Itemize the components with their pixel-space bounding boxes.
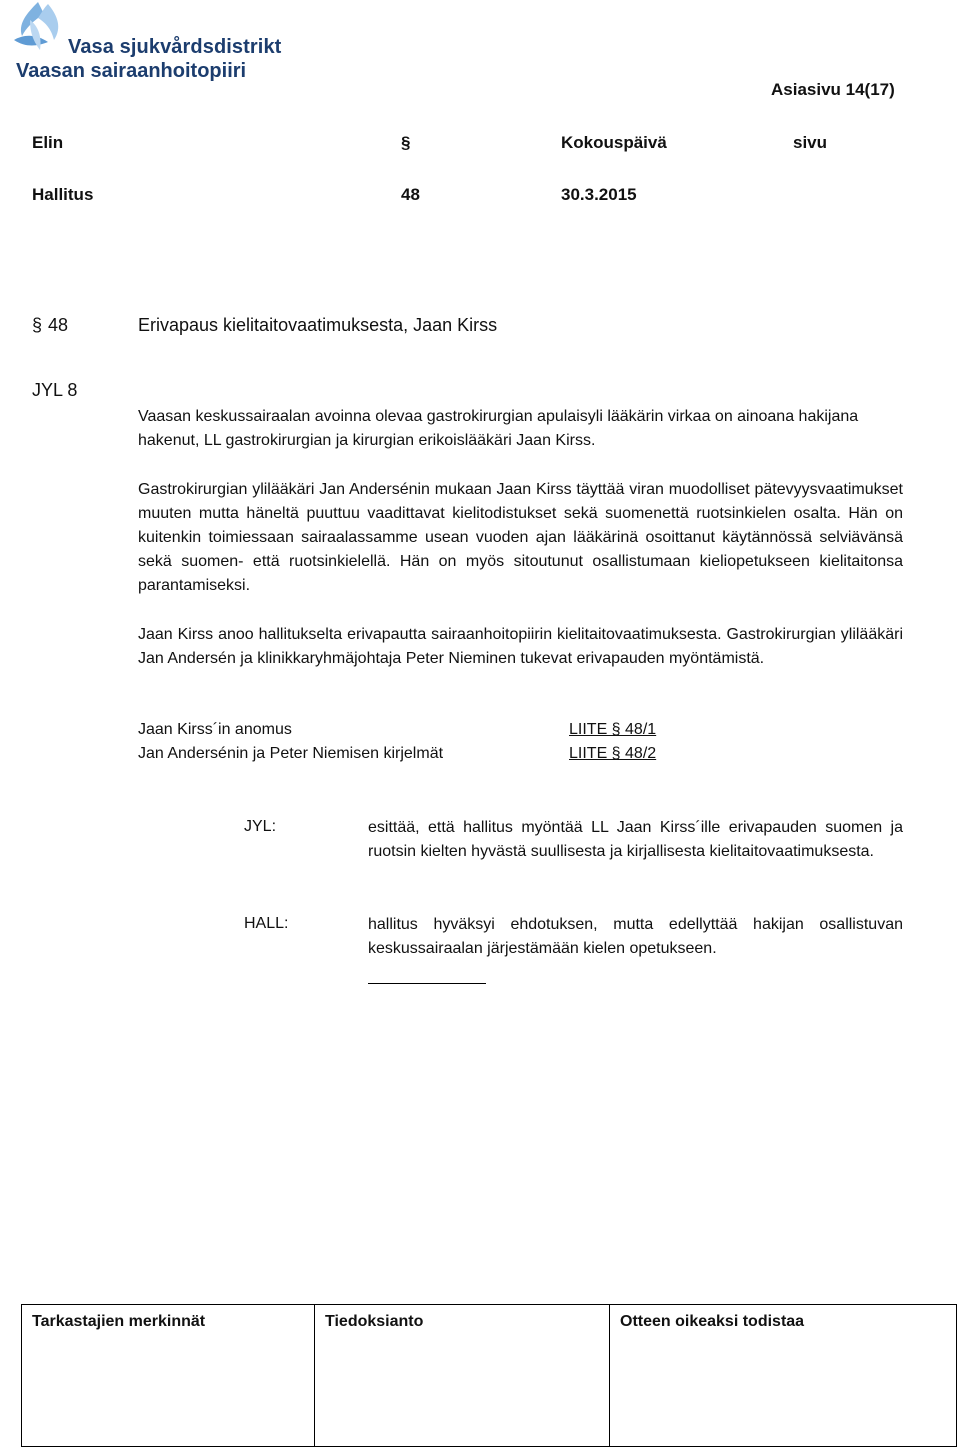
- attachment-2-ref[interactable]: LIITE § 48/2: [569, 745, 657, 762]
- attachment-1-ref[interactable]: LIITE § 48/1: [569, 721, 657, 738]
- end-rule: [368, 983, 486, 984]
- decision-label-proposal: JYL:: [244, 818, 277, 835]
- paragraph-1: [138, 405, 903, 453]
- decision-text-proposal: esittää, että hallitus myöntää LL Jaan Kirss´ille erivapauden suomen ja ruotsin kielten hyvästä suullisesta ja kirjallisesta kielitaitovaatimuksesta.: [368, 819, 903, 860]
- paragraph-2-text: Gastrokirurgian ylilääkäri Jan Andersénin mukaan Jaan Kirss täyttää viran muodolliset pätevyysvaatimukset muuten mutta häneltä puuttuu vaadittavat kielitodistukset sekä suomenettä ruotsinkielen osalta. Hän on kuitenkin toimiessaan sairaalassamme usean vuoden ajan lääkärinä osoittanut käytännössä selviävänsä sekä suomen- että ruotsinkielellä. Hän on myös sitoutunut osallistumaan kieliopetukseen kielitaitonsa parantamiseksi.: [138, 481, 903, 594]
- footer-col-inspectors-label: Tarkastajien merkinnät: [32, 1313, 206, 1330]
- header-col-elin: Elin: [32, 133, 64, 152]
- org-name-finnish: Vaasan sairaanhoitopiiri: [16, 60, 247, 82]
- paragraph-3: [138, 623, 903, 671]
- organization-logo: [8, 0, 298, 90]
- header-body-value: Hallitus: [32, 185, 94, 204]
- org-name-swedish: Vasa sjukvårdsdistrikt: [68, 36, 282, 58]
- header-col-page: sivu: [793, 133, 828, 152]
- paragraph-1-text: Vaasan keskussairaalan avoinna olevaa gastrokirurgian apulaisyli lääkärin virkaa on ainoana hakijana hakenut, LL gastrokirurgian ja kirurgian erikoislääkäri Jaan Kirss.: [138, 408, 859, 449]
- section-number: 48: [48, 315, 69, 335]
- section-symbol: §: [32, 315, 43, 335]
- section-title: Erivapaus kielitaitovaatimuksesta, Jaan Kirss: [138, 315, 498, 335]
- footer-col-certification: [610, 1305, 956, 1446]
- header-col-meeting-date: Kokouspäivä: [561, 133, 667, 152]
- page-number: Asiasivu 14(17): [771, 80, 895, 99]
- paragraph-2: [138, 478, 903, 598]
- attachment-2-name: Jan Andersénin ja Peter Niemisen kirjelmät: [138, 745, 444, 762]
- footer-col-inspectors: [22, 1305, 315, 1446]
- footer-col-notice-label: Tiedoksianto: [325, 1313, 424, 1330]
- paragraph-3-text: Jaan Kirss anoo hallitukselta erivapautta sairaanhoitopiirin kielitaitovaatimuksesta. Gastrokirurgian ylilääkäri Jan Andersén ja klinikkaryhmäjohtaja Peter Nieminen tukevat erivapauden myöntämistä.: [138, 626, 903, 667]
- logo-mark-icon: [8, 0, 68, 60]
- header-section-value: 48: [401, 185, 420, 204]
- header-date-value: 30.3.2015: [561, 185, 637, 204]
- footer-col-certification-label: Otteen oikeaksi todistaa: [620, 1313, 805, 1330]
- section-tag: JYL 8: [32, 380, 78, 400]
- decision-text-board: hallitus hyväksyi ehdotuksen, mutta edellyttää hakijan osallistuvan keskussairaalan järjestämään kielen opetukseen.: [368, 916, 903, 957]
- attachment-1-name: Jaan Kirss´in anomus: [138, 721, 292, 738]
- footer-table: [21, 1304, 957, 1447]
- footer-col-notice: [315, 1305, 610, 1446]
- decision-label-board: HALL:: [244, 915, 289, 932]
- header-col-section-symbol: §: [401, 133, 411, 152]
